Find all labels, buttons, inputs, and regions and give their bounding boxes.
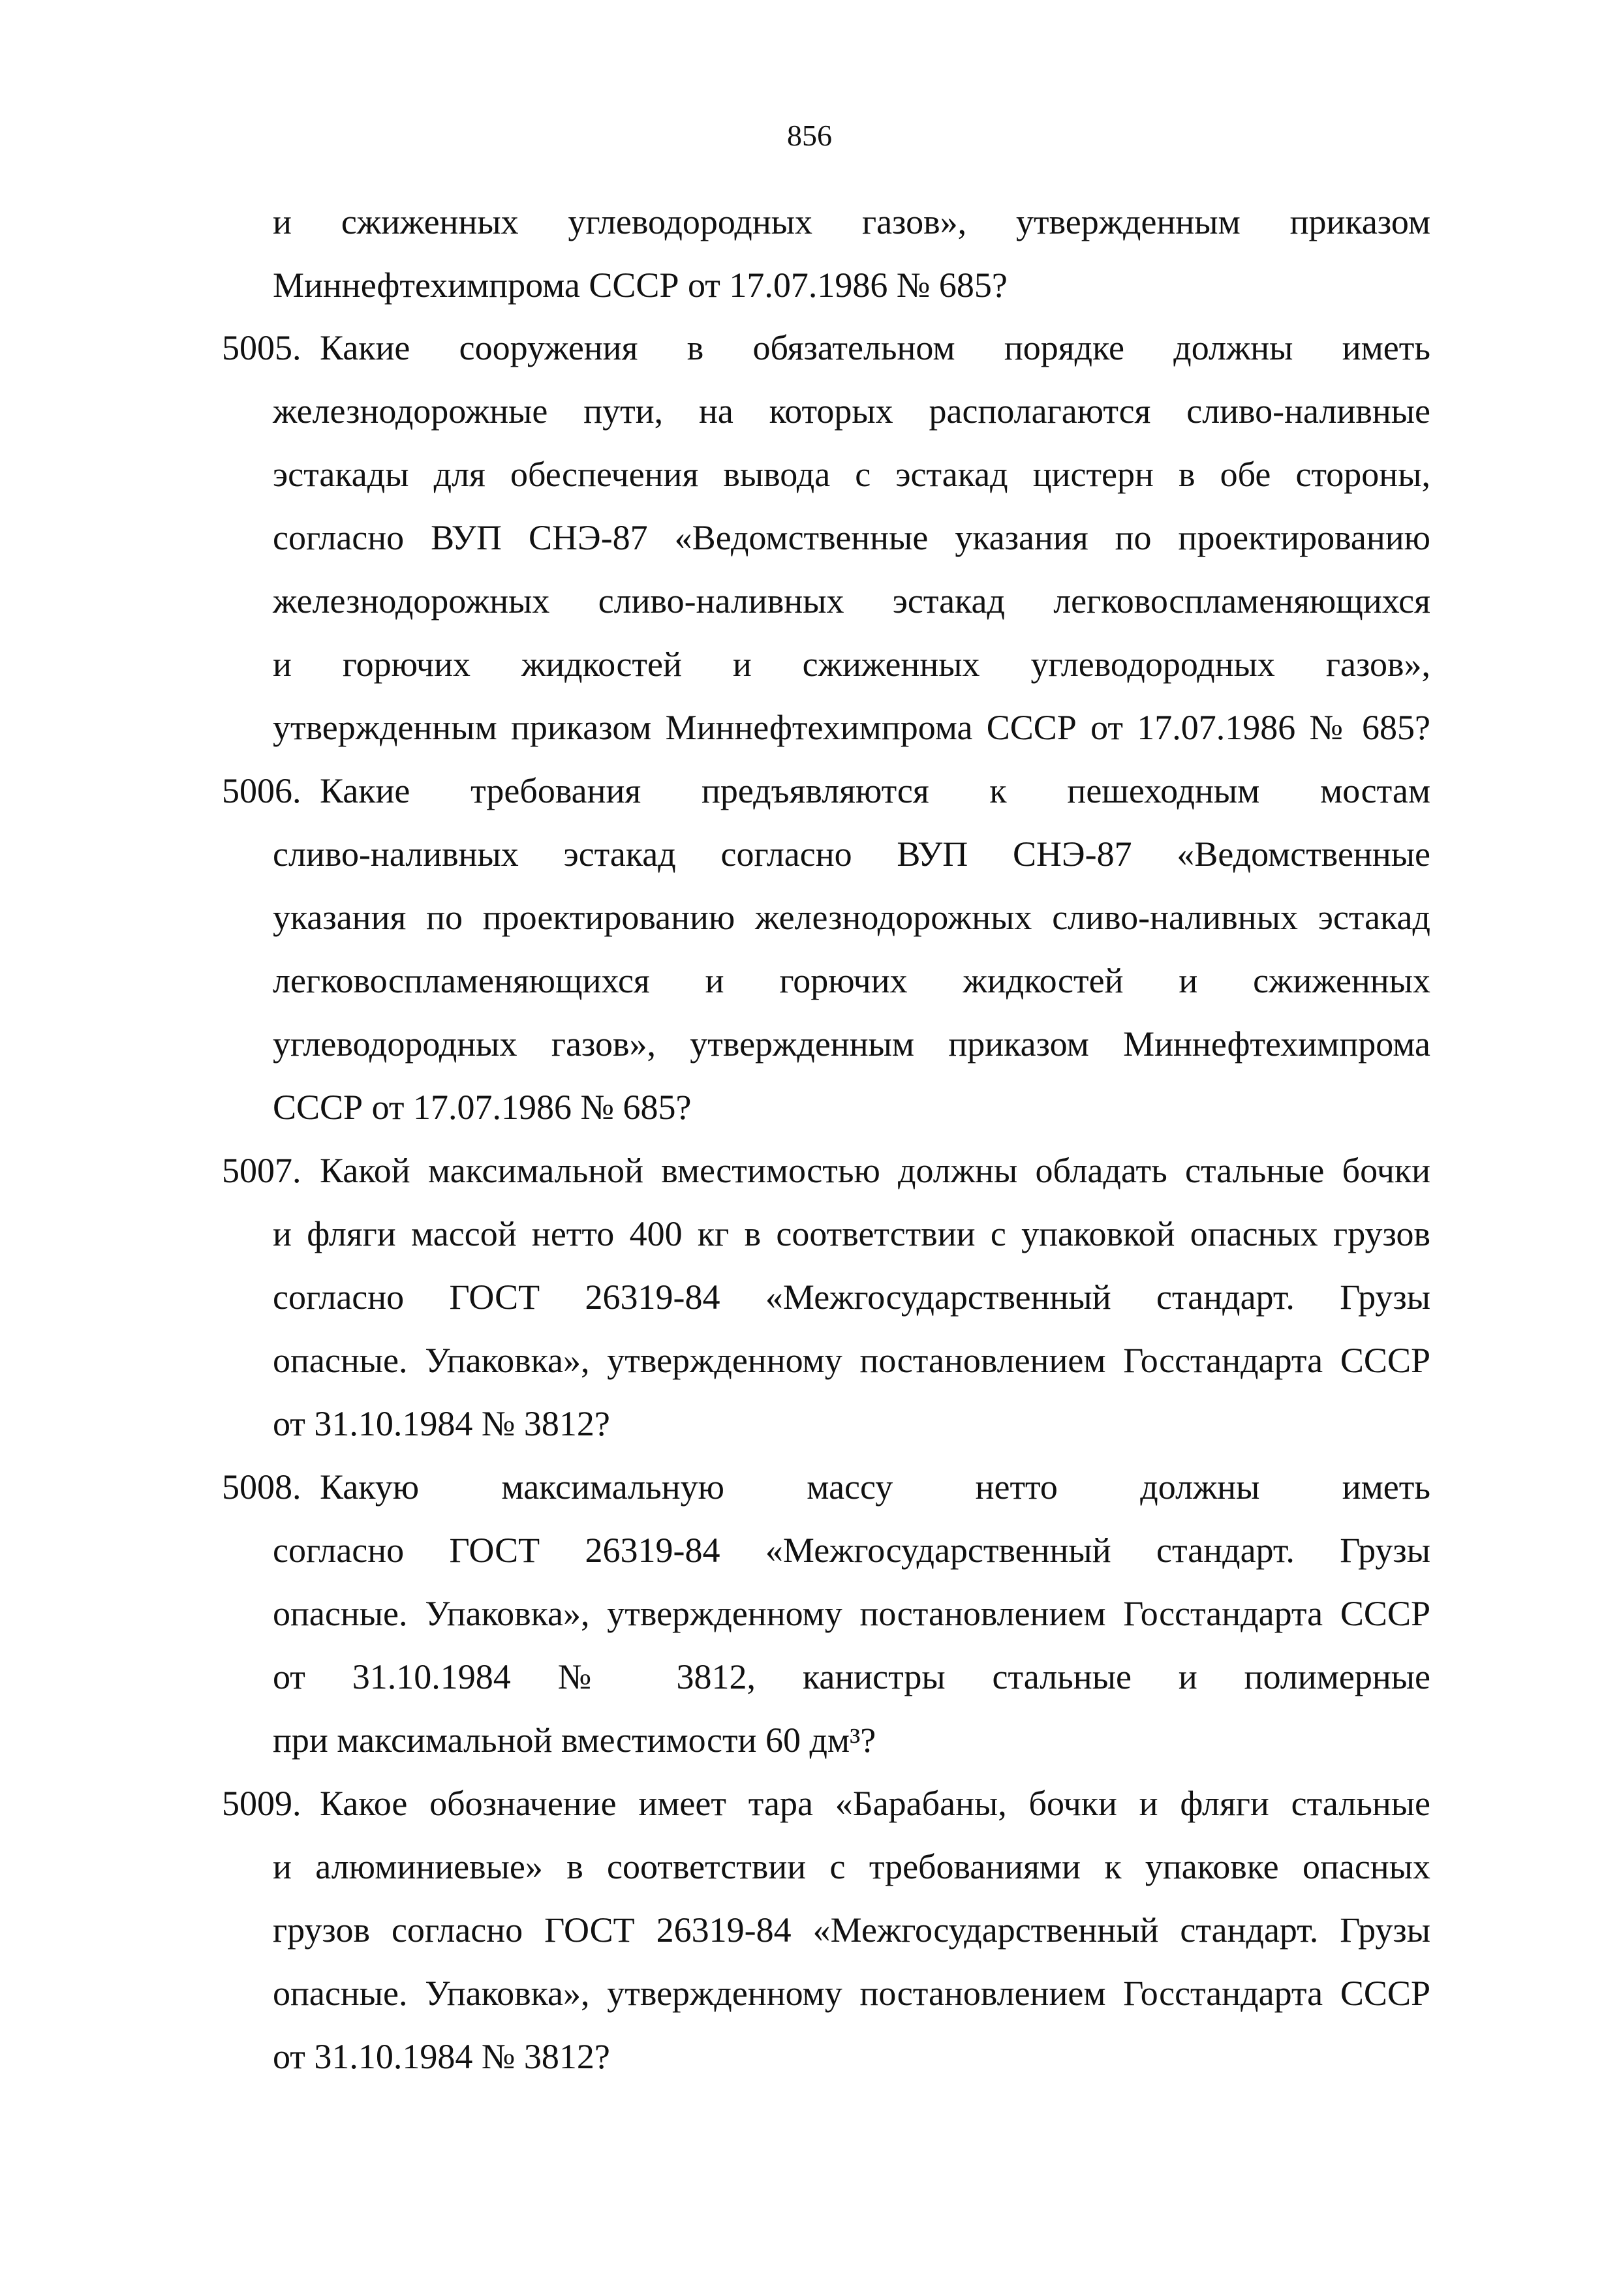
text-line: Какую максимальную массу нетто должны иметь [320, 1467, 1430, 1507]
question-number: 5005. [222, 328, 301, 367]
text-line: и алюминиевые» в соответствии с требованиями к упаковке опасных [273, 1847, 1430, 1886]
question-number: 5009. [222, 1784, 301, 1823]
text-line: железнодорожные пути, на которых располагаются сливо-наливные [273, 391, 1430, 431]
text-line: грузов согласно ГОСТ 26319-84 «Межгосударственный стандарт. Грузы [273, 1910, 1430, 1950]
page-number: 856 [787, 119, 832, 152]
text-line: и горючих жидкостей и сжиженных углеводородных газов», [273, 645, 1430, 684]
text-line: СССР от 17.07.1986 № 685? [273, 1088, 692, 1127]
text-line: согласно ГОСТ 26319-84 «Межгосударственный стандарт. Грузы [273, 1278, 1430, 1317]
question-number: 5007. [222, 1151, 301, 1190]
text-line: железнодорожных сливо-наливных эстакад легковоспламеняющихся [273, 581, 1430, 620]
text-line: при максимальной вместимости 60 дм³? [273, 1721, 876, 1760]
text-line: и фляги массой нетто 400 кг в соответствии с упаковкой опасных грузов [273, 1214, 1430, 1253]
text-line: от 31.10.1984 № 3812? [273, 2037, 610, 2076]
text-line: углеводородных газов», утвержденным приказом Миннефтехимпрома [273, 1024, 1430, 1064]
text-line: указания по проектированию железнодорожных сливо-наливных эстакад [273, 898, 1430, 937]
text-line: Какие требования предъявляются к пешеходным мостам [320, 771, 1430, 810]
text-line: Какой максимальной вместимостью должны обладать стальные бочки [320, 1151, 1430, 1190]
text-line: сливо-наливных эстакад согласно ВУП СНЭ-87 «Ведомственные [273, 834, 1430, 874]
text-line: согласно ВУП СНЭ-87 «Ведомственные указания по проектированию [273, 518, 1430, 557]
text-line: утвержденным приказом Миннефтехимпрома СССР от 17.07.1986 № 685? [273, 708, 1430, 747]
text-line: опасные. Упаковка», утвержденному постановлением Госстандарта СССР [273, 1594, 1430, 1633]
text-line: от 31.10.1984 № 3812, канистры стальные и полимерные [273, 1657, 1430, 1696]
text-line: опасные. Упаковка», утвержденному постановлением Госстандарта СССР [273, 1974, 1430, 2013]
question-number: 5008. [222, 1467, 301, 1507]
text-line: опасные. Упаковка», утвержденному постановлением Госстандарта СССР [273, 1341, 1430, 1380]
text-line: легковоспламеняющихся и горючих жидкостей и сжиженных [273, 961, 1430, 1000]
question-number: 5006. [222, 771, 301, 810]
text-line: от 31.10.1984 № 3812? [273, 1404, 610, 1443]
text-line: согласно ГОСТ 26319-84 «Межгосударственный стандарт. Грузы [273, 1531, 1430, 1570]
text-line: Какое обозначение имеет тара «Барабаны, бочки и фляги стальные [320, 1784, 1430, 1823]
text-line: и сжиженных углеводородных газов», утвержденным приказом [273, 202, 1430, 241]
text-line: Какие сооружения в обязательном порядке должны иметь [320, 328, 1430, 367]
text-line: Миннефтехимпрома СССР от 17.07.1986 № 685? [273, 266, 1008, 305]
text-line: эстакады для обеспечения вывода с эстакад цистерн в обе стороны, [273, 455, 1430, 494]
